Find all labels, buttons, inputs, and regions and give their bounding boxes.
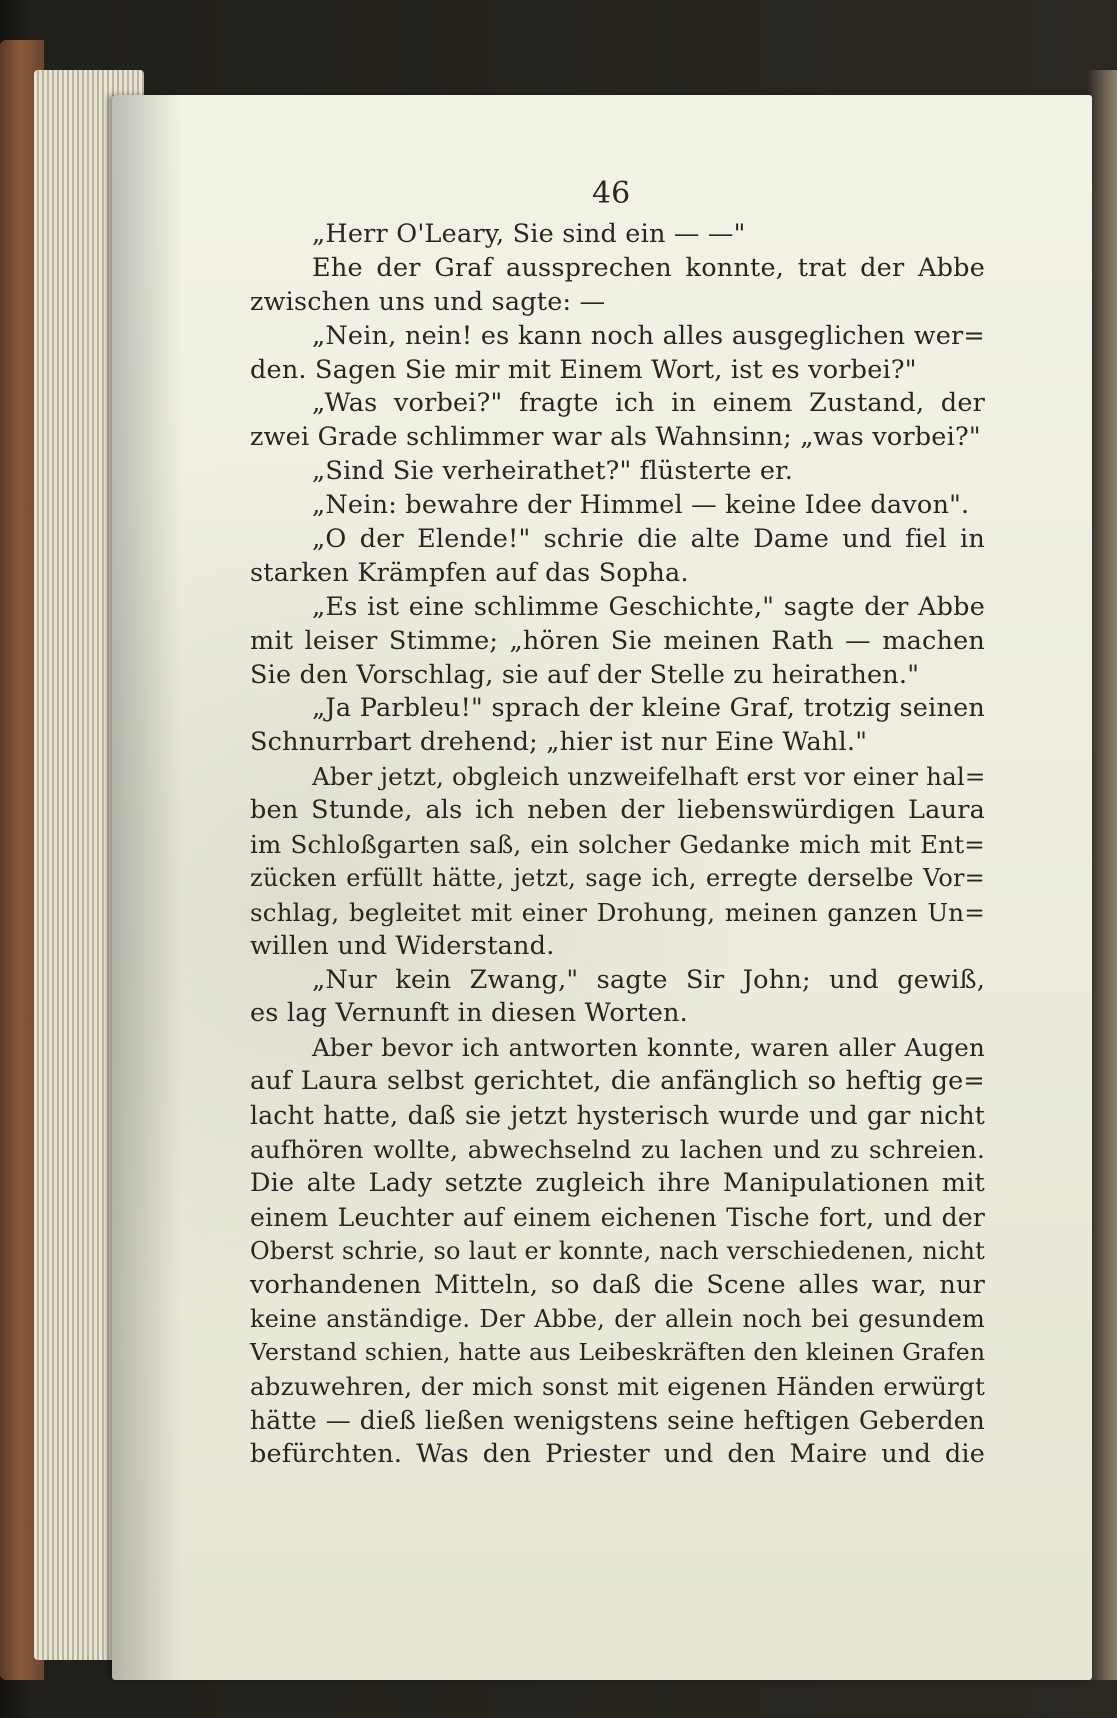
text-line: „Es ist eine schlimme Geschichte," sagte der Abbe [312,591,985,622]
text-line: mit leiser Stimme; „hören Sie meinen Rath — machen [250,625,985,656]
text-line: Schnurrbart drehend; „hier ist nur Eine Wahl." [250,727,868,758]
text-line: keine anständige. Der Abbe, der allein noch bei gesundem [250,1304,985,1333]
text-line: willen und Widerstand. [250,930,555,961]
text-line: es lag Vernunft in diesen Worten. [250,998,688,1029]
text-line: abzuwehren, der mich sonst mit eigenen Händen erwürgt [250,1372,985,1402]
text-line: hätte — dieß ließen wenigstens seine heftigen Geberden [250,1406,985,1436]
text-line: „Nein: bewahre der Himmel — keine Idee davon". [312,490,970,521]
text-line: zwischen uns und sagte: — [250,286,606,317]
text-line: „Nur kein Zwang," sagte Sir John; und gewiß, [312,964,985,995]
body-text [250,218,985,1472]
text-line: im Schloßgarten saß, ein solcher Gedanke mich mit Ent= [250,830,985,860]
text-line: Die alte Lady setzte zugleich ihre Manipulationen mit [250,1167,985,1198]
text-line: vorhandenen Mitteln, so daß die Scene alles war, nur [250,1269,985,1300]
text-line: „Was vorbei?" fragte ich in einem Zustand, der [312,388,985,419]
text-line: „Nein, nein! es kann noch alles ausgeglichen wer= [312,320,985,351]
text-line: einem Leuchter auf einem eichenen Tische fort, und der [250,1202,985,1232]
text-line: zücken erfüllt hätte, jetzt, sage ich, erregte derselbe Vor= [250,863,985,892]
text-line: zwei Grade schlimmer war als Wahnsinn; „was vorbei?" [250,422,981,453]
text-line: „O der Elende!" schrie die alte Dame und fiel in [312,524,985,555]
text-line: auf Laura selbst gerichtet, die anfänglich so heftig ge= [250,1066,985,1097]
text-line: ben Stunde, als ich neben der liebenswürdigen Laura [250,795,985,826]
text-line: lacht hatte, daß sie jetzt hysterisch wurde und gar nicht [250,1101,985,1131]
text-line: den. Sagen Sie mir mit Einem Wort, ist es vorbei?" [250,354,917,385]
text-line: befürchten. Was den Priester und den Maire und die [250,1439,985,1470]
text-line: starken Krämpfen auf das Sopha. [250,557,689,588]
text-line: „Sind Sie verheirathet?" flüsterte er. [312,456,794,487]
text-line: Ehe der Graf aussprechen konnte, trat der Abbe [312,252,985,283]
text-line: aufhören wollte, abwechselnd zu lachen und zu schreien. [250,1135,985,1165]
text-line: Aber bevor ich antworten konnte, waren aller Augen [312,1033,985,1063]
text-line: „Ja Parbleu!" sprach der kleine Graf, trotzig seinen [312,693,985,724]
page-number: 46 [592,176,631,211]
text-line: „Herr O'Leary, Sie sind ein — —" [312,219,746,249]
text-line: Sie den Vorschlag, sie auf der Stelle zu heirathen." [250,659,920,690]
text-line: Verstand schien, hatte aus Leibeskräften den kleinen Grafen [250,1338,986,1367]
text-line: Aber jetzt, obgleich unzweifelhaft erst vor einer hal= [312,762,986,792]
text-line: Oberst schrie, so laut er konnte, nach verschiedenen, nicht [250,1236,985,1265]
text-line: schlag, begleitet mit einer Drohung, meinen ganzen Un= [250,897,985,927]
